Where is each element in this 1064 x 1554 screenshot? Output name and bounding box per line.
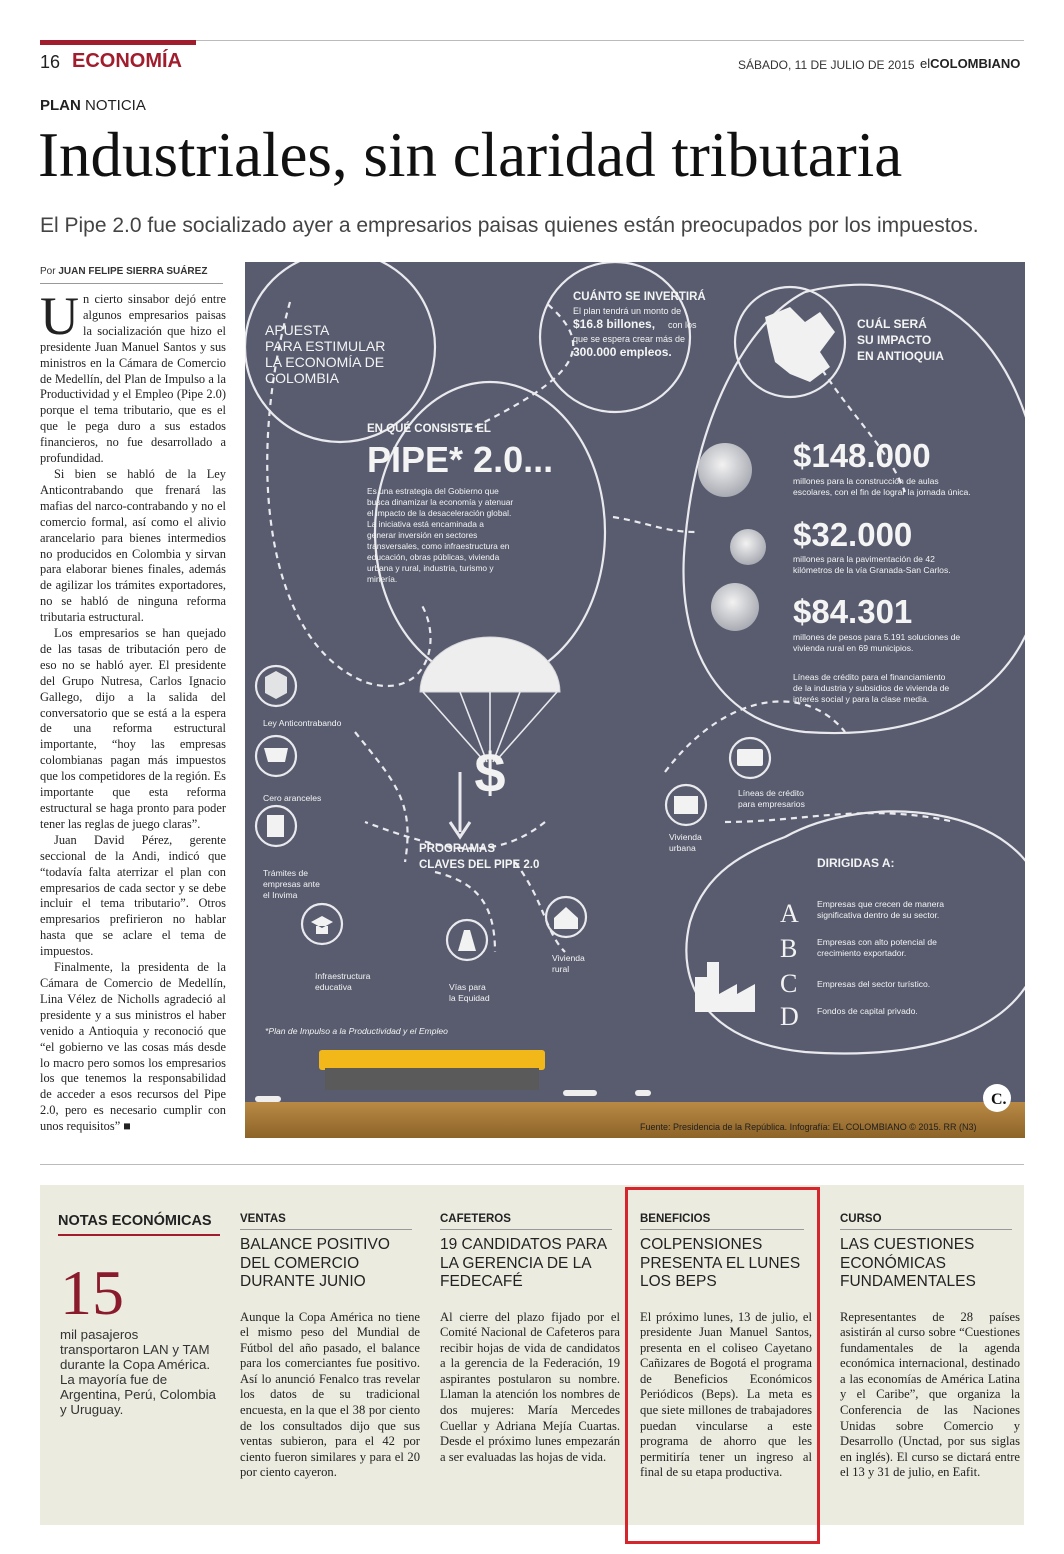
- note-title: BALANCE POSITIVO DEL COMERCIO DURANTE JUNIO: [240, 1236, 390, 1290]
- figure-text: millones para la construcción de aulas: [793, 476, 939, 486]
- cuanto-amount: $16.8 billones,: [573, 317, 656, 331]
- road-icon: [458, 930, 476, 951]
- note-body: Al cierre del plazo fijado por el Comité Nacional de Cafeteros para recibir hojas de vida de candidatos a la gerencia de la Federación, 19 aspirantes postularon su nombre. Llaman la atención los nombres de dos mujeres: María Mercedes Cuellar y Adriana Mejía Cuartas. Desde el próximo lunes empezarán a ser evaluadas las hojas de vida.: [440, 1309, 620, 1464]
- coin-small: [730, 529, 766, 565]
- svg-text:$: $: [474, 741, 506, 804]
- article-paragraph: Si bien se habló de la Ley Anticontrabando que frenará las mafias del narco-contrabando y no el comercio formal, así como el alivio arancelario para bienes intermedios no producidos en Colombia y sirvan para elaborar bienes finales, además de agilizar los trámites exportadores, no se habló de ninguna reforma tributaria estructural.: [40, 466, 226, 625]
- chalk-circles: [245, 262, 1025, 1053]
- item-tramites: Trámites de: [263, 868, 309, 878]
- svg-text:empresas ante: empresas ante: [263, 879, 320, 889]
- note-rule: [240, 1229, 412, 1230]
- apuesta-line: APUESTA: [265, 322, 330, 338]
- apuesta-line: LA ECONOMÍA DE: [265, 354, 385, 370]
- note-body: El próximo lunes, 13 de julio, el presidente Juan Manuel Santos, presenta en el coliseo Cayetano Cañizares de Bogotá el programa de Beneficios Económicos Periódicos (Beps). La meta es que siete millones de trabajadores puedan vincularse a este programa de ahorro que les permitiría tener un ingreso al final de su etapa productiva.: [640, 1309, 812, 1480]
- programas-title: PROGRAMAS: [419, 843, 496, 855]
- impacto-title: EN ANTIOQUIA: [857, 349, 944, 363]
- figure-text: escolares, con el fin de lograr la jornada única.: [793, 487, 971, 497]
- credit-text: interés social y para la clase media.: [793, 694, 930, 704]
- letter-d: D: [780, 1002, 799, 1031]
- item-cero: Cero aranceles: [263, 793, 322, 803]
- note-body: Representantes de 28 países asistirán al curso sobre “Cuestiones fundamentales de la agenda económica internacional, destinado a las economías de América Latina y el Caribe”, que organiza la Conferencia de las Naciones Unidas sobre Comercio y Desarrollo (Unctad, por sus siglas en inglés). El curso se dictará entre el 13 y 31 de julio, en Eafit.: [840, 1309, 1020, 1480]
- figure-amount: $84.301: [793, 593, 913, 630]
- impacto-title: CUÁL SERÁ: [857, 317, 927, 331]
- paragraph-text: n cierto sinsabor dejó entre algunos empresarios paisas la socialización que hizo el presidente Juan Manuel Santos y sus ministros en la Cámara de Comercio de Medellín, del Plan de Impulso a la Productividad y el Empleo (Pipe 2.0) porque el tema tributario, que es el que le pega duro a sus estados financieros, no fue desarrollado a profundidad.: [40, 292, 226, 466]
- infographic-chalkboard: [245, 262, 1025, 1138]
- svg-text:busca dinamizar la economía y: busca dinamizar la economía y atenuar: [367, 497, 514, 507]
- svg-text:educación, obras públicas, viv: educación, obras públicas, vivienda: [367, 552, 500, 562]
- byline-author: JUAN FELIPE SIERRA SUÁREZ: [58, 266, 208, 277]
- cuanto-jobs: 300.000 empleos.: [573, 345, 672, 359]
- svg-text:crecimiento exportador.: crecimiento exportador.: [817, 948, 907, 958]
- svg-text:Empresas que crecen de manera: Empresas que crecen de manera: [817, 899, 945, 909]
- note-title: COLPENSIONES PRESENTA EL LUNES LOS BEPS: [640, 1236, 801, 1290]
- note-title: 19 CANDIDATOS PARA LA GERENCIA DE LA FEDECAFÉ: [440, 1236, 607, 1290]
- kicker-rest: NOTICIA: [85, 97, 146, 114]
- svg-text:educativa: educativa: [315, 982, 352, 992]
- note-column-ventas: [240, 1213, 420, 1481]
- apuesta-line: PARA ESTIMULAR: [265, 338, 386, 354]
- figure-amount: $32.000: [793, 516, 913, 553]
- article-paragraph: [40, 960, 226, 1135]
- section-name: ECONOMÍA: [72, 50, 182, 72]
- figure-amount: $148.000: [793, 437, 931, 474]
- article-paragraph: Juan David Pérez, gerente seccional de la Andi, indicó que “todavía falta aterrizar el plan con empresarios de cada sector y se debe incluir el tema tributario”. Otros empresarios prefirieron no hablar hasta que se aclare el tema de impuestos.: [40, 832, 226, 959]
- figure-text: kilómetros de la vía Granada-San Carlos.: [793, 565, 951, 575]
- figure-text: millones para la pavimentación de 42: [793, 554, 935, 564]
- cuanto-line: que se espera crear más de: [573, 334, 686, 344]
- item-urbana: Vivienda: [669, 832, 702, 842]
- factory-icon: [695, 962, 755, 1012]
- article-paragraph: [40, 286, 226, 467]
- figure-text: millones de pesos para 5.191 soluciones de: [793, 632, 961, 642]
- infographic-drawing: [245, 262, 1025, 1138]
- apuesta-line: COLOMBIA: [265, 370, 339, 386]
- newspaper-prefix: el: [920, 56, 931, 71]
- building-icon: [674, 796, 698, 814]
- coin-large: [698, 443, 752, 497]
- credit-text: de la industria y subsidios de vivienda de: [793, 683, 950, 693]
- note-tag: CAFETEROS: [440, 1213, 511, 1225]
- antioquia-map: [765, 307, 835, 382]
- cart-icon: [264, 748, 288, 762]
- svg-text:Fondos de capital privado.: Fondos de capital privado.: [817, 1006, 918, 1016]
- note-tag: CURSO: [840, 1213, 882, 1225]
- eraser-top: [319, 1050, 545, 1070]
- byline: [40, 266, 207, 277]
- newspaper-title: COLOMBIANO: [930, 56, 1021, 71]
- note-title: LAS CUESTIONES ECONÓMICAS FUNDAMENTALES: [840, 1236, 976, 1290]
- infographic-footnote: *Plan de Impulso a la Productividad y el Empleo: [265, 1026, 448, 1036]
- byline-rule: [40, 283, 223, 284]
- pipe-title: PIPE* 2.0...: [367, 439, 554, 480]
- notes-title: NOTAS ECONÓMICAS: [58, 1213, 212, 1229]
- svg-text:Empresas con alto potencial de: Empresas con alto potencial de: [817, 937, 937, 947]
- notes-big-number: 15: [60, 1257, 124, 1328]
- eraser-felt: [325, 1068, 539, 1090]
- item-rural: Vivienda: [552, 953, 585, 963]
- svg-text:la Equidad: la Equidad: [449, 993, 490, 1003]
- document-icon: [267, 815, 284, 837]
- highlight-box: [625, 1187, 820, 1544]
- svg-text:Es una estrategia del Gobierno: Es una estrategia del Gobierno que: [367, 486, 499, 496]
- credit-text: Líneas de crédito para el financiamiento: [793, 672, 946, 682]
- svg-text:el Invima: el Invima: [263, 890, 298, 900]
- note-body: Aunque la Copa América no tiene el mismo peso del Mundial de Fútbol del año pasado, el balance para los comerciantes fue positivo. Así lo anunció Fenalco tras revelar los datos de su tradicional encuesta, en la que el 38 por ciento de los consultados dijo que sus ventas subieron, para el 42 por ciento fueron similares y para el 20 por ciento cayeron.: [240, 1309, 420, 1480]
- svg-text:minería.: minería.: [367, 574, 398, 584]
- svg-text:urbana: urbana: [669, 843, 696, 853]
- cuanto-title: CUÁNTO SE INVERTIRÁ: [573, 291, 706, 303]
- kicker-bold: PLAN: [40, 97, 81, 114]
- programas-title: CLAVES DEL PIPE 2.0: [419, 859, 540, 871]
- item-vias: Vías para: [449, 982, 486, 992]
- parachute-icon: [420, 637, 560, 837]
- svg-text:significativa dentro de su sec: significativa dentro de su sector.: [817, 910, 940, 920]
- box-icon: [265, 671, 287, 699]
- impacto-title: SU IMPACTO: [857, 333, 932, 347]
- page-number: 16: [40, 52, 61, 72]
- article-paragraph: Los empresarios se han quejado de las tasas de tributación pero de eso no se habló ayer. El presidente del Grupo Nutresa, Carlos Ignacio Gallego, dijo a la salida del conversatorio que se está a la espera de una reforma estructural importante, “hoy las empresas colombianas pagan más impuestos que los competidores de la región. Es importante que esta reforma estructural se haga pronto para poder tener las reglas de juego claras”.: [40, 626, 226, 831]
- chalk-ledge: [245, 1102, 1025, 1138]
- house-icon: [554, 907, 578, 929]
- item-lineas: Líneas de crédito: [738, 788, 804, 798]
- deck: El Pipe 2.0 fue socializado ayer a empresarios paisas quienes están preocupados por los impuestos.: [40, 214, 979, 237]
- newspaper-logo-text: C.: [991, 1091, 1007, 1108]
- chalk-pieces: [255, 1090, 651, 1102]
- svg-text:el impacto de la desaceleració: el impacto de la desaceleración global.: [367, 508, 512, 518]
- note-column-curso: [840, 1213, 1020, 1481]
- notes-title-rule: [58, 1234, 220, 1236]
- byline-prefix: Por: [40, 266, 56, 277]
- note-rule: [440, 1229, 612, 1230]
- consiste-label: EN QUÉ CONSISTE EL: [367, 423, 491, 435]
- figure-text: vivienda rural en 69 municipios.: [793, 643, 914, 653]
- svg-text:urbana y rural, industria, tur: urbana y rural, industria, turismo y: [367, 563, 494, 573]
- letter-a: A: [780, 899, 799, 928]
- cuanto-line: El plan tendrá un monto de: [573, 306, 682, 316]
- article-body: [40, 286, 226, 1135]
- svg-text:La iniciativa está encaminada: La iniciativa está encaminada a: [367, 519, 484, 529]
- drop-cap: U: [40, 286, 79, 346]
- dirigidas-title: DIRIGIDAS A:: [817, 856, 895, 870]
- note-tag: BENEFICIOS: [640, 1213, 711, 1225]
- cuanto-line: con los: [668, 320, 697, 330]
- notes-big-number-text: mil pasajeros transportaron LAN y TAM durante la Copa América. La mayoría fue de Argentina, Perú, Colombia y Uruguay.: [60, 1327, 216, 1417]
- section-accent-bar: [40, 40, 196, 45]
- letter-b: B: [780, 934, 798, 963]
- coin-medium: [711, 583, 759, 631]
- end-mark: ■: [123, 1119, 131, 1134]
- item-ley: Ley Anticontrabando: [263, 718, 342, 728]
- note-rule: [840, 1229, 1012, 1230]
- section-divider: [40, 1164, 1024, 1165]
- note-column-cafeteros: [440, 1213, 620, 1465]
- dirigidas-letters: [780, 899, 799, 1031]
- kicker: [40, 97, 146, 114]
- svg-text:transversales, como infraestru: transversales, como infraestructura en: [367, 541, 510, 551]
- svg-text:Empresas del sector turístico.: Empresas del sector turístico.: [817, 979, 931, 989]
- svg-text:para empresarios: para empresarios: [738, 799, 805, 809]
- infographic-source: Fuente: Presidencia de la República. Infografía: EL COLOMBIANO © 2015. RR (N3): [640, 1122, 977, 1132]
- money-icon: [737, 749, 763, 766]
- svg-text:generar inversión en sectores: generar inversión en sectores: [367, 530, 478, 540]
- svg-text:rural: rural: [552, 964, 570, 974]
- note-tag: VENTAS: [240, 1213, 286, 1225]
- item-infra: Infraestructura: [315, 971, 371, 981]
- letter-c: C: [780, 969, 798, 998]
- paragraph-text: Finalmente, la presidenta de la Cámara de Comercio de Medellín, Lina Vélez de Nicholls agradeció al presidente y a sus ministros el haber venido a Antioquia y reconoció que “el gobierno ve las cosas más desde lo macro pero somos los empresarios los que tenemos la responsabilidad de acceder a esos recursos del Pipe 2.0, pero es necesario cumplir con unos requisitos”: [40, 960, 226, 1134]
- pipe-description: [367, 486, 513, 584]
- dateline: SÁBADO, 11 DE JULIO DE 2015: [738, 58, 915, 72]
- headline: Industriales, sin claridad tributaria: [38, 120, 903, 190]
- newspaper-name: [920, 56, 1020, 71]
- graduation-icon: [311, 916, 333, 934]
